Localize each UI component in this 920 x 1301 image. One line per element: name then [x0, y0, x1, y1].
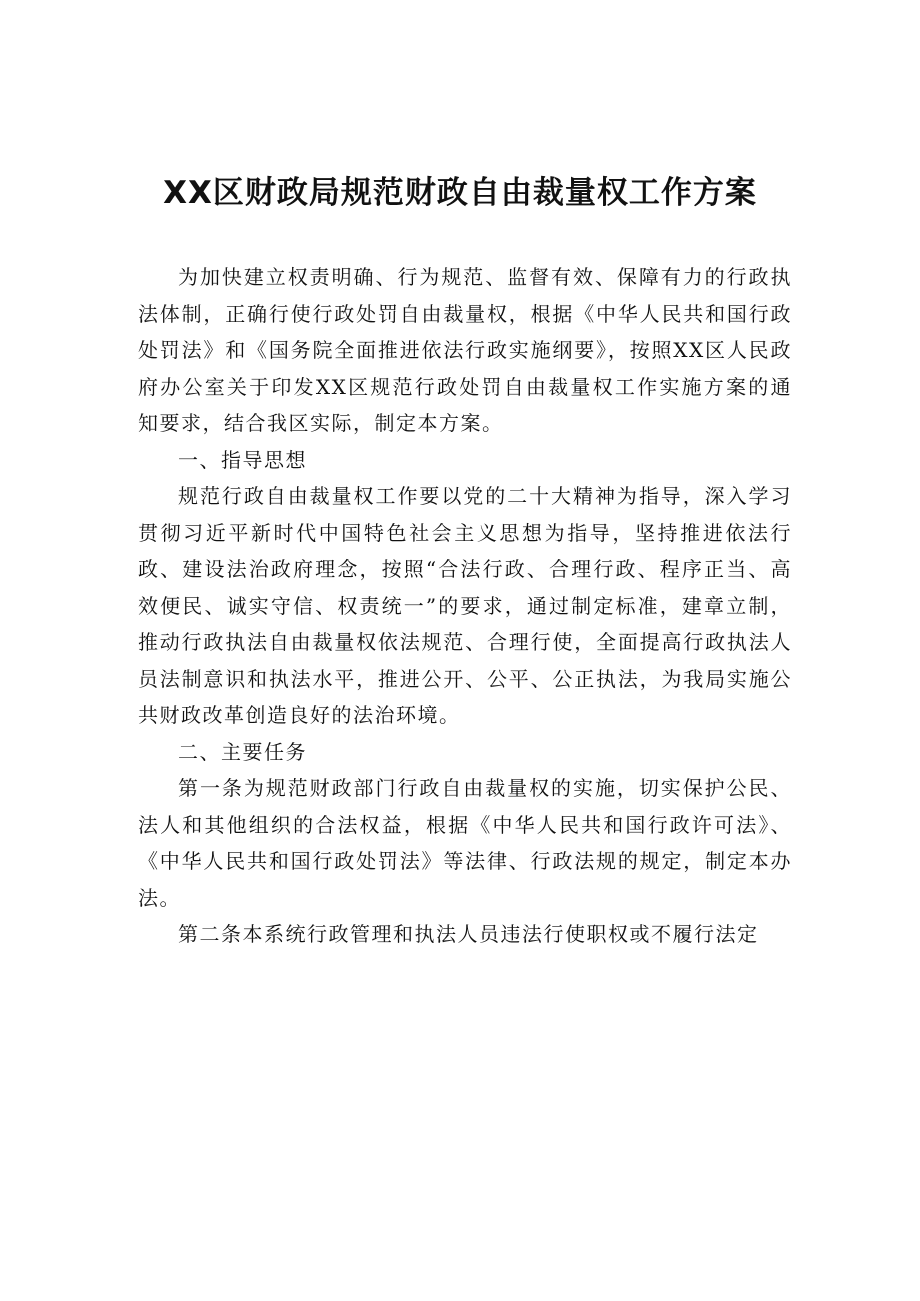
article-2-paragraph: 第二条本系统行政管理和执法人员违法行使职权或不履行法定 — [178, 922, 759, 946]
guiding-ideology-paragraph: 规范行政自由裁量权工作要以党的二十大精神为指导，深入学习贯彻习近平新时代中国特色社会主义思想为指导，坚持推进依法行政、建设法治政府理念，按照“合法行政、合理行政、程序正当、高效便民、诚实守信、权责统一”的要求，通过制定标准，建章立制，推动行政执法自由裁量权依法规范、合理行使，全面提高行政执法人员法制意识和执法水平，推进公开、公平、公正执法，为我局实施公共财政改革创造良好的法治环境。 — [138, 484, 792, 727]
document-body — [138, 259, 792, 953]
article-1-paragraph: 第一条为规范财政部门行政自由裁量权的实施，切实保护公民、法人和其他组织的合法权益，根据《中华人民共和国行政许可法》、《中华人民共和国行政处罚法》等法律、行政法规的规定，制定本办法。 — [138, 776, 792, 910]
document-title: XX区财政局规范财政自由裁量权工作方案 — [163, 175, 757, 211]
intro-paragraph: 为加快建立权责明确、行为规范、监督有效、保障有力的行政执法体制，正确行使行政处罚自由裁量权，根据《中华人民共和国行政处罚法》和《国务院全面推进依法行政实施纲要》，按照XX区人民政府办公室关于印发XX区规范行政处罚自由裁量权工作实施方案的通知要求，结合我区实际，制定本方案。 — [138, 265, 792, 435]
section-heading-main-tasks: 二、主要任务 — [178, 739, 307, 764]
section-heading-guiding-ideology: 一、指导思想 — [178, 447, 307, 472]
